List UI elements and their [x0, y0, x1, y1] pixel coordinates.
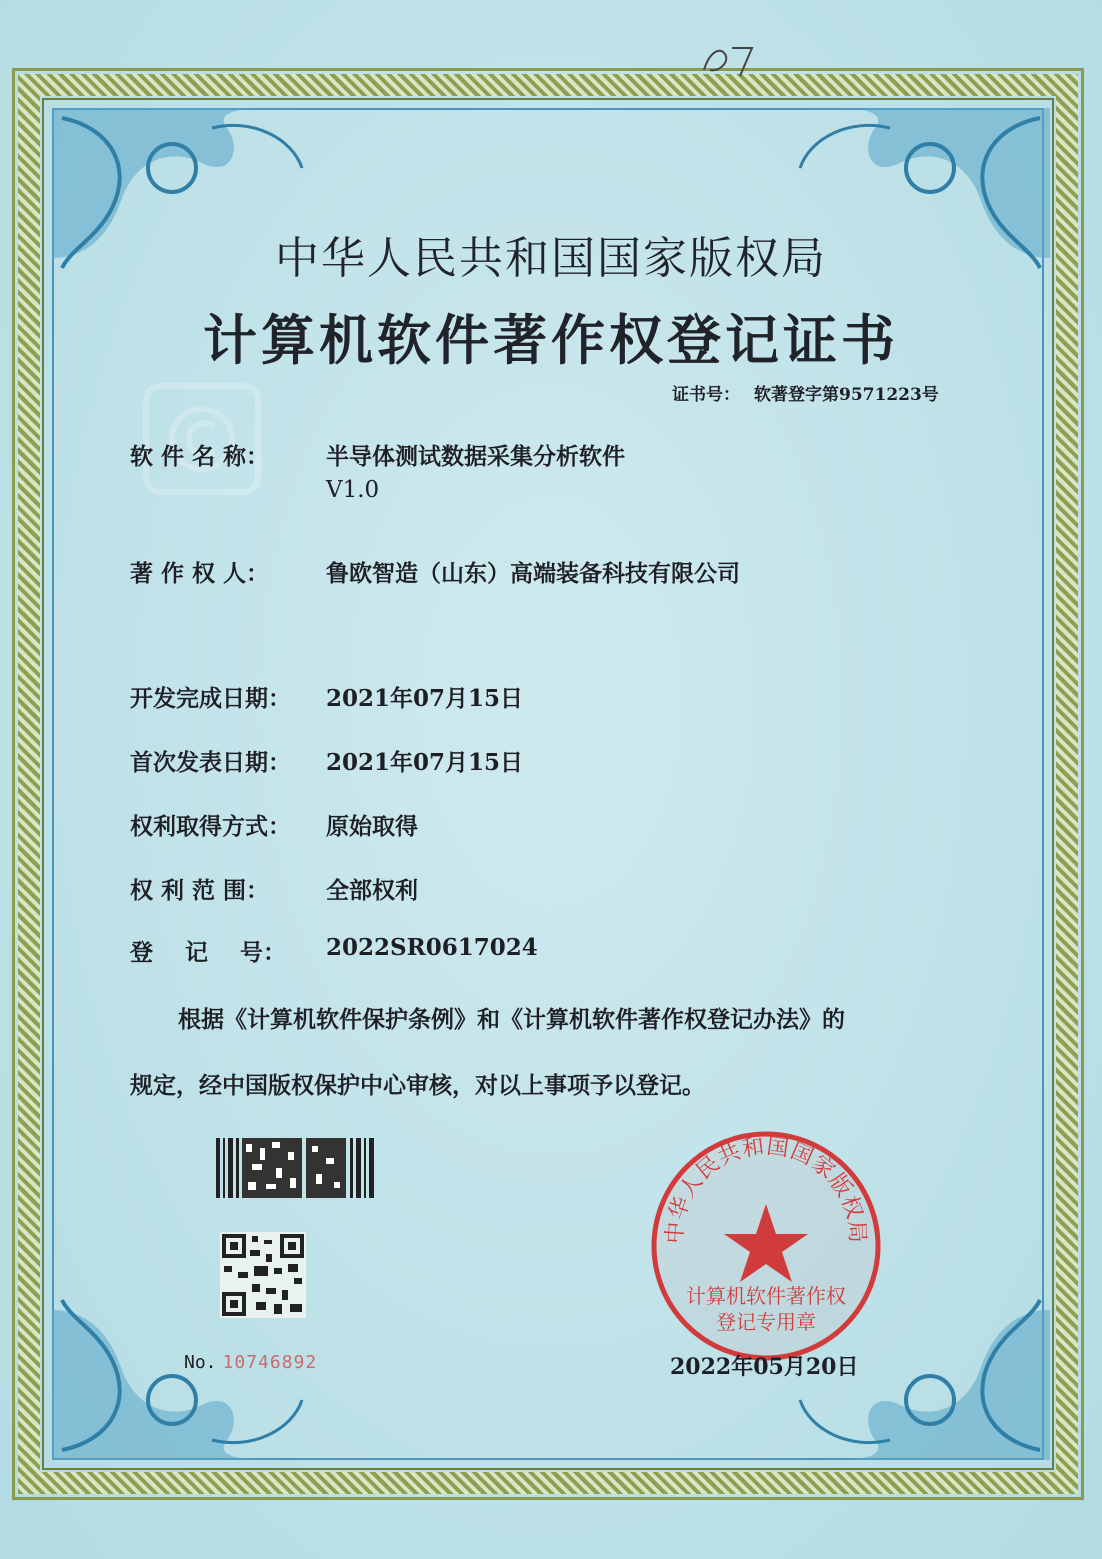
- certificate-number-value: 软著登字第9571223号: [754, 385, 939, 405]
- field-label: 首次发表日期：: [130, 749, 291, 776]
- field-label: 登 记 号：: [130, 939, 287, 966]
- certificate-number-label: 证书号：: [672, 385, 740, 405]
- field-publication-date: [130, 744, 523, 777]
- field-value: 2021年07月15日: [326, 749, 524, 776]
- serial-number: [184, 1352, 317, 1373]
- seal-ring-text: 中华人民共和国国家版权局: [662, 1134, 870, 1245]
- field-value: 2021年07月15日: [326, 685, 524, 712]
- field-registration-number: [130, 934, 538, 967]
- field-label: 权 利 范 围：: [130, 877, 270, 904]
- certificate-number: [672, 380, 939, 405]
- qr-code: [220, 1232, 306, 1318]
- field-label: 开发完成日期：: [130, 685, 291, 712]
- handwritten-note: [700, 40, 760, 80]
- issue-date: 2022年05月20日: [670, 1354, 859, 1380]
- issuer-title: 中华人民共和国国家版权局: [275, 233, 827, 284]
- certificate-title: 计算机软件著作权登记证书: [203, 308, 899, 372]
- field-rights-scope: [130, 872, 418, 905]
- software-name-value: 半导体测试数据采集分析软件: [326, 443, 625, 470]
- field-acquisition-method: [130, 808, 418, 841]
- statement-line-1: 根据《计算机软件保护条例》和《计算机软件著作权登记办法》的: [178, 1006, 845, 1033]
- field-software-name: [130, 438, 625, 503]
- barcode: [216, 1138, 374, 1198]
- field-completion-date: [130, 680, 523, 713]
- field-value: [326, 438, 625, 503]
- field-value: 2022SR0617024: [326, 934, 538, 961]
- software-version: V1.0: [326, 477, 380, 503]
- seal-text-line-2: 登记专用章: [716, 1310, 816, 1334]
- field-label: 软 件 名 称：: [130, 443, 270, 470]
- field-value: 全部权利: [326, 877, 418, 904]
- field-value: 原始取得: [326, 813, 418, 840]
- serial-number-value: 10746892: [222, 1352, 318, 1373]
- field-label: 著 作 权 人：: [130, 560, 270, 587]
- field-label: 权利取得方式：: [130, 813, 291, 840]
- field-value: 鲁欧智造（山东）高端装备科技有限公司: [326, 560, 740, 587]
- statement-line-2: 规定，经中国版权保护中心审核，对以上事项予以登记。: [130, 1072, 705, 1099]
- field-copyright-owner: [130, 555, 740, 588]
- serial-prefix: No.: [184, 1352, 217, 1373]
- seal-text-line-1: 计算机软件著作权: [686, 1284, 846, 1308]
